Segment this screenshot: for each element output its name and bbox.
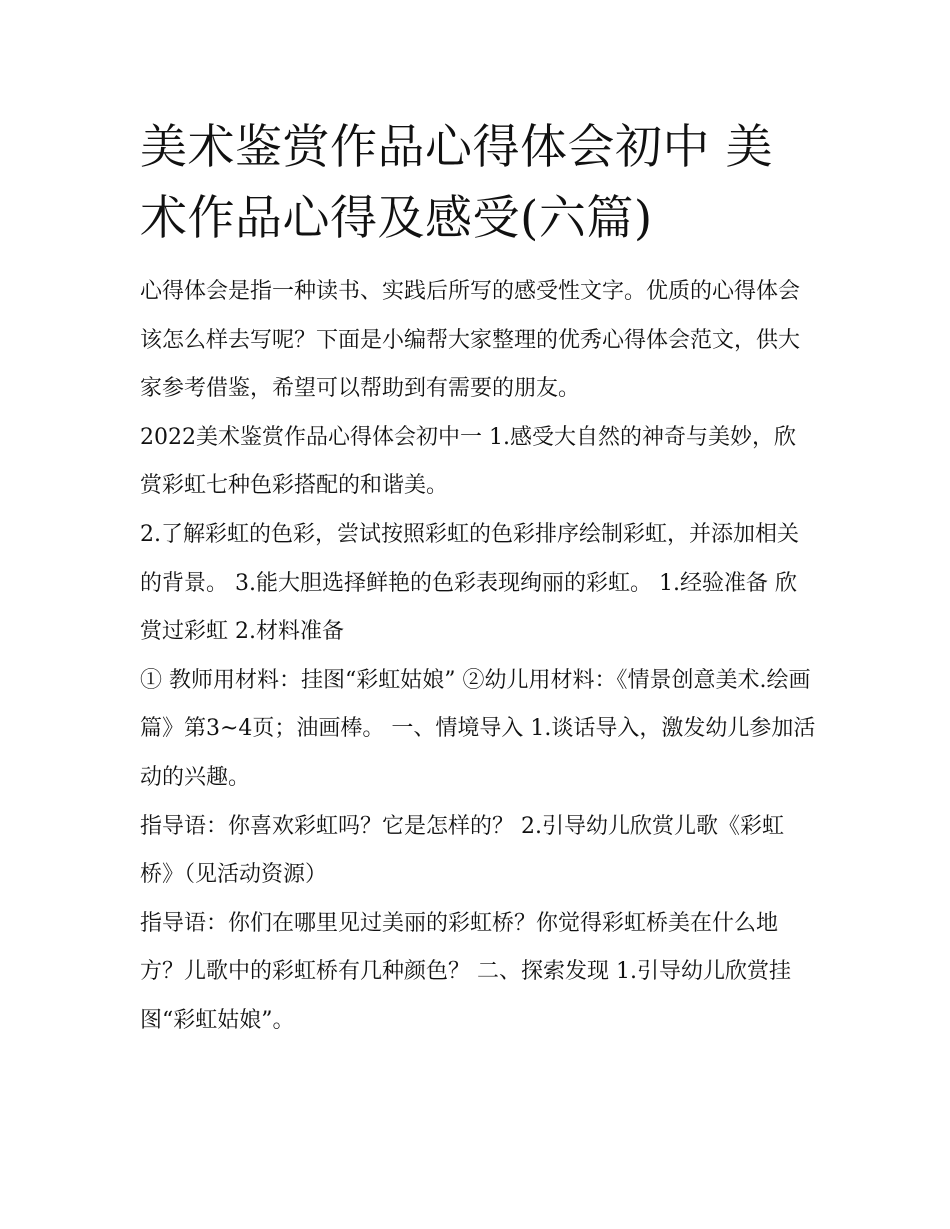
document-page	[140, 112, 816, 1046]
paragraph-guide-1: 指导语：你喜欢彩虹吗？它是怎样的？ 2.引导幼儿欣赏儿歌《彩虹桥》（见活动资源）	[140, 813, 784, 888]
document-body	[140, 268, 816, 1046]
paragraph-guide-2: 指导语：你们在哪里见过美丽的彩虹桥？你觉得彩虹桥美在什么地方？儿歌中的彩虹桥有几种颜色？ 二、探索发现 1.引导幼儿欣赏挂图“彩虹姑娘”。	[140, 910, 791, 1033]
document-title: 美术鉴赏作品心得体会初中 美术作品心得及感受(六篇)	[140, 120, 773, 246]
paragraph-materials: ① 教师用材料：挂图“彩虹姑娘” ②幼儿用材料：《情景创意美术.绘画篇》第3~4页；油画棒。 一、情境导入 1.谈话导入，激发幼儿参加活动的兴趣。	[140, 667, 816, 790]
paragraph-intro: 心得体会是指一种读书、实践后所写的感受性文字。优质的心得体会该怎么样去写呢？下面是小编帮大家整理的优秀心得体会范文，供大家参考借鉴，希望可以帮助到有需要的朋友。	[140, 279, 801, 402]
paragraph-goal-1: 2022美术鉴赏作品心得体会初中一 1.感受大自然的神奇与美妙，欣赏彩虹七种色彩搭配的和谐美。	[140, 424, 796, 499]
paragraph-goal-2: 2.了解彩虹的色彩，尝试按照彩虹的色彩排序绘制彩虹，并添加相关的背景。 3.能大胆选择鲜艳的色彩表现绚丽的彩虹。 1.经验准备 欣赏过彩虹 2.材料准备	[140, 521, 799, 645]
